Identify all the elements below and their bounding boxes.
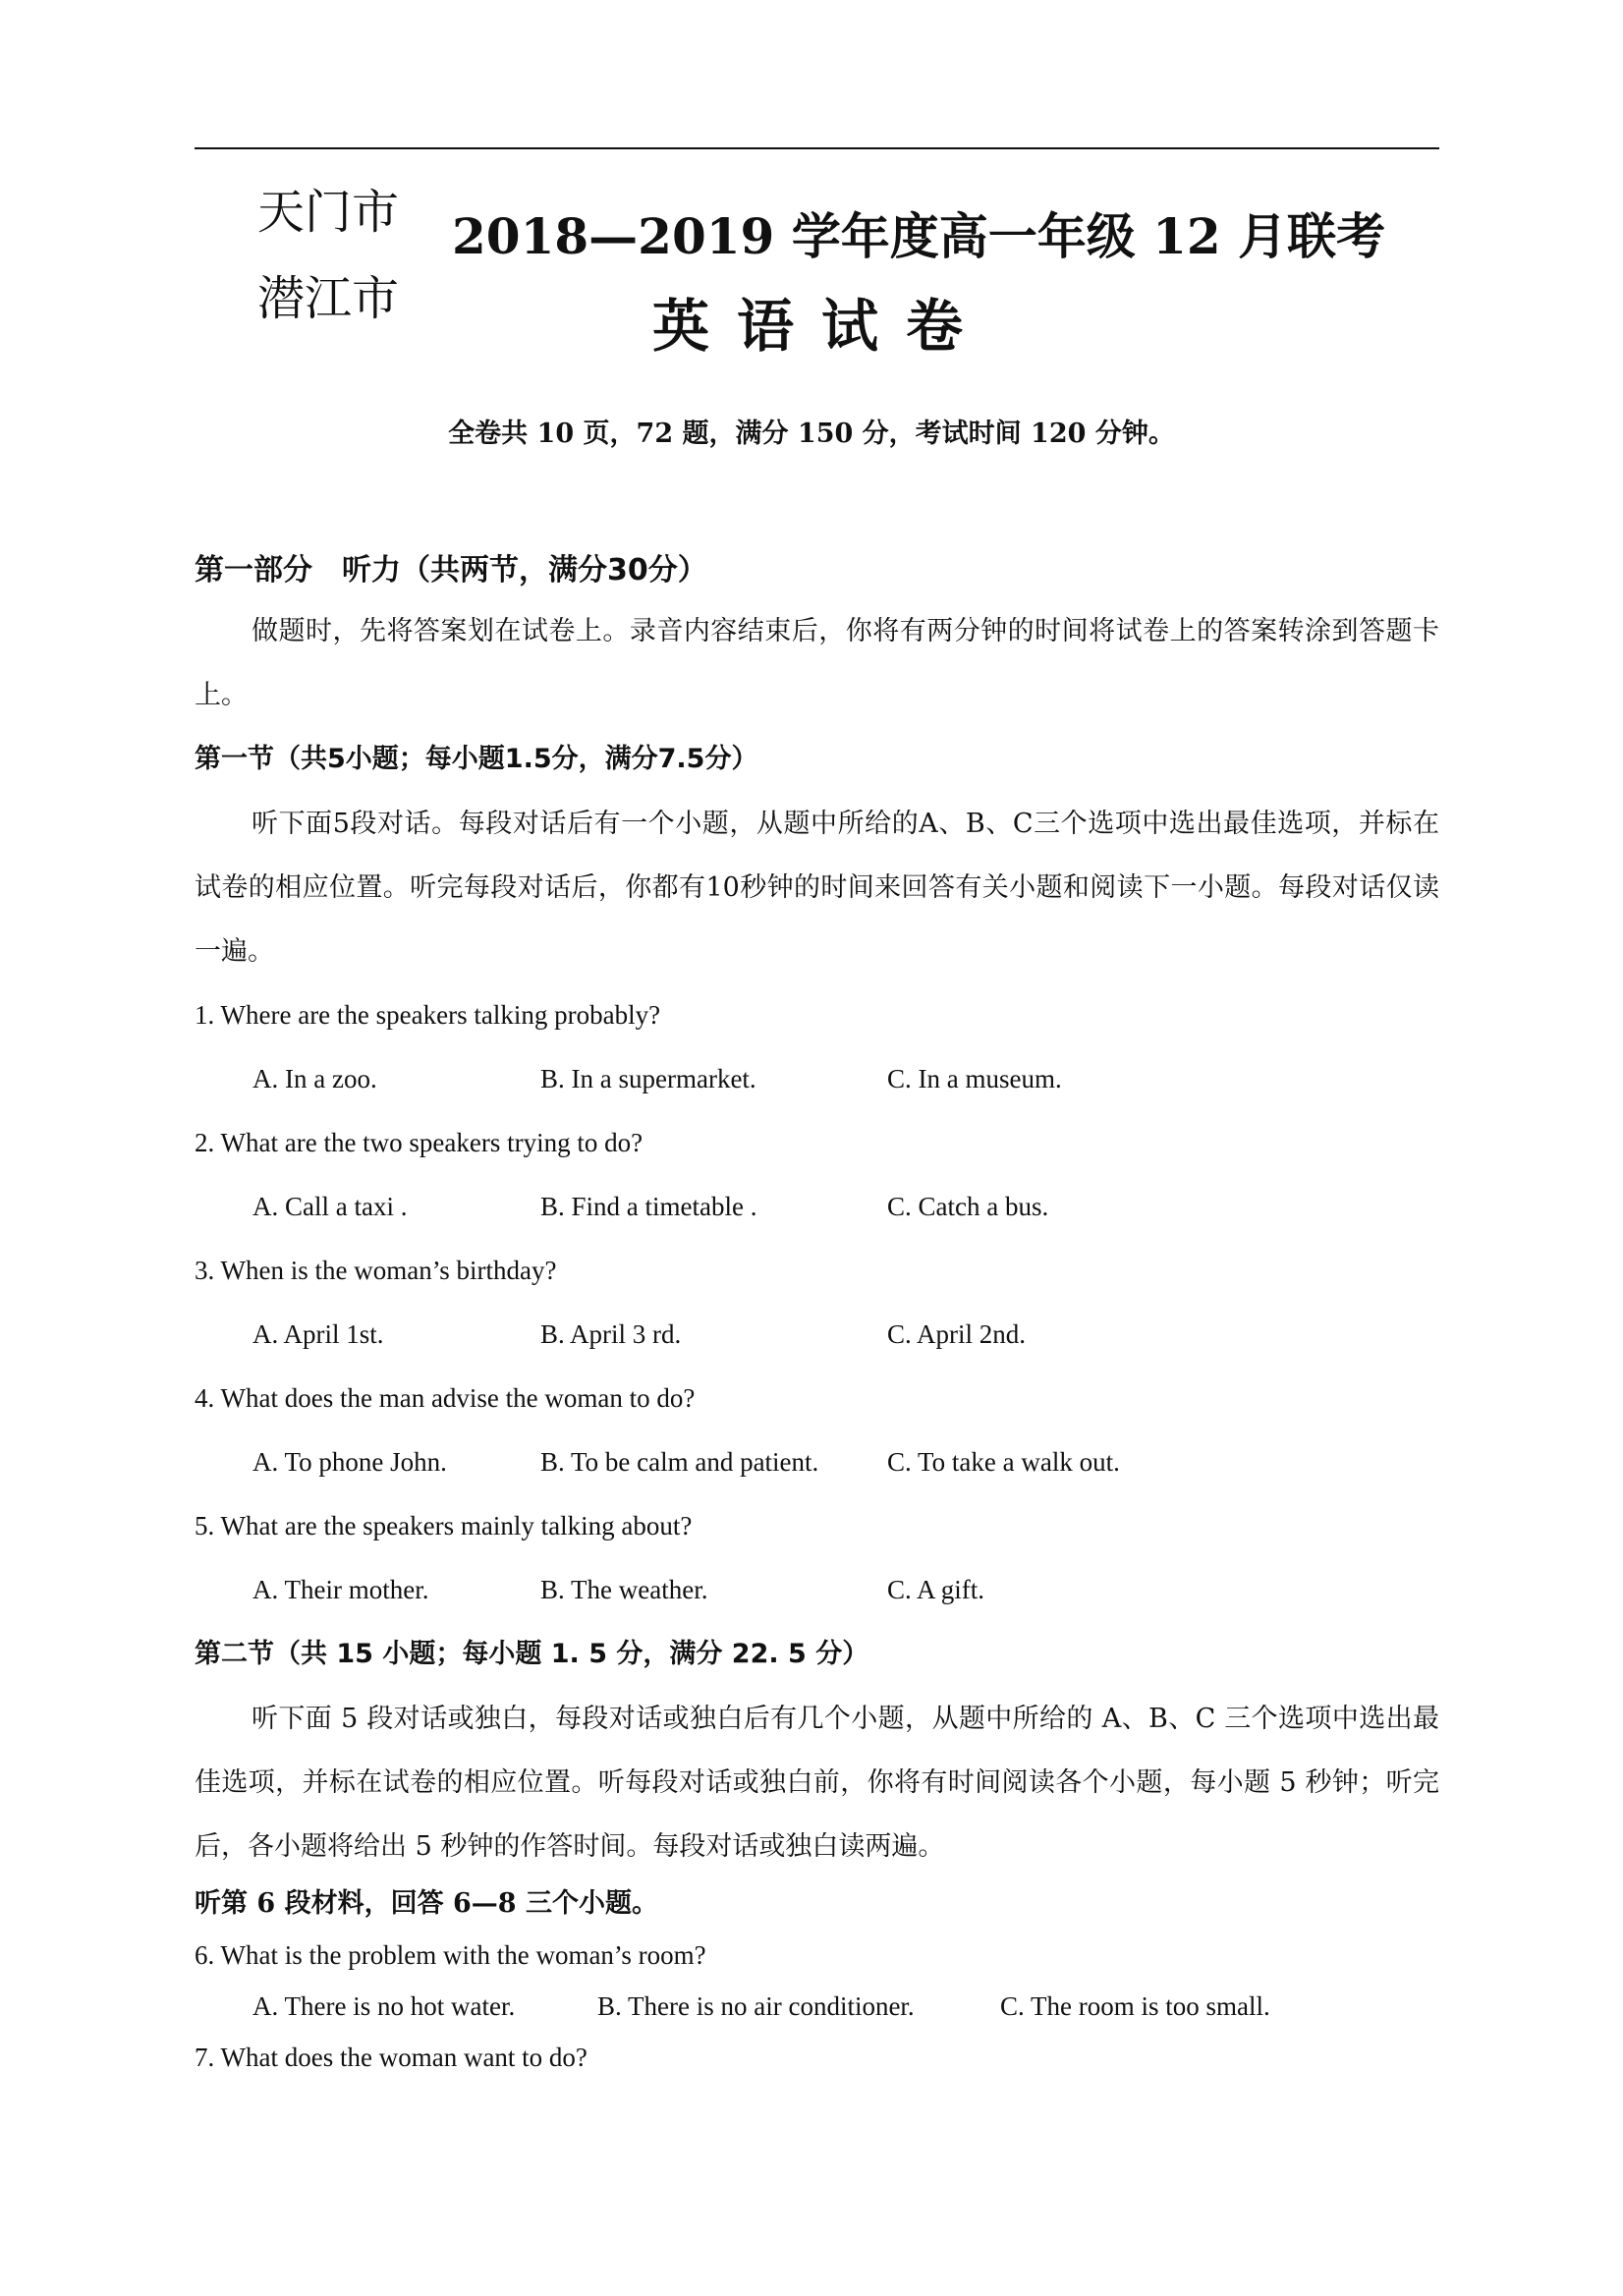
part1-instructions: 做题时，先将答案划在试卷上。录音内容结束后，你将有两分钟的时间将试卷上的答案转涂到答题卡上。 [195, 616, 1439, 710]
exam-content [195, 542, 1439, 2083]
question-6: 6. What is the problem with the woman’s room? [195, 1940, 706, 1970]
option-c: C. In a museum. [887, 1064, 1062, 1093]
option-b: B. Find a timetable . [540, 1192, 757, 1221]
top-rule [195, 147, 1439, 149]
question-1-options [195, 1047, 1439, 1111]
option-a: A. April 1st. [252, 1319, 384, 1349]
option-c: C. To take a walk out. [887, 1447, 1120, 1477]
question-2-options [195, 1175, 1439, 1239]
question-2: 2. What are the two speakers trying to do? [195, 1128, 644, 1157]
option-b: B. In a supermarket. [540, 1064, 756, 1093]
option-a: A. In a zoo. [252, 1064, 377, 1093]
question-3-options [195, 1303, 1439, 1367]
question-3: 3. When is the woman’s birthday? [195, 1256, 557, 1285]
part1-heading: 第一部分 听力（共两节，满分30分） [195, 553, 707, 588]
option-b: B. The weather. [540, 1575, 708, 1604]
option-c: C. April 2nd. [887, 1319, 1027, 1349]
option-a: A. There is no hot water. [252, 1991, 516, 2021]
section1-instructions: 听下面5段对话。每段对话后有一个小题，从题中所给的A、B、C三个选项中选出最佳选项，并标在试卷的相应位置。听完每段对话后，你都有10秒钟的时间来回答有关小题和阅读下一小题。每段对话仅读一遍。 [195, 809, 1439, 967]
exam-info: 全卷共 10 页，72 题，满分 150 分，考试时间 120 分钟。 [448, 419, 1175, 449]
question-1: 1. Where are the speakers talking probably? [195, 1000, 661, 1030]
city-tianmen: 天门市 [257, 185, 400, 240]
section2-heading: 第二节（共 15 小题；每小题 1. 5 分，满分 22. 5 分） [195, 1639, 869, 1669]
option-a: A. Their mother. [252, 1575, 429, 1604]
option-c: C. A gift. [887, 1575, 985, 1604]
option-a: A. To phone John. [252, 1447, 447, 1477]
question-5: 5. What are the speakers mainly talking about? [195, 1511, 693, 1540]
question-4: 4. What does the man advise the woman to do? [195, 1383, 696, 1413]
section2-instructions: 听下面 5 段对话或独白，每段对话或独白后有几个小题，从题中所给的 A、B、C 三个选项中选出最佳选项，并标在试卷的相应位置。听每段对话或独白前，你将有时间阅读各个小题，每小题 5 秒钟；听完后，各小题将给出 5 秒钟的作答时间。每段对话或独白读两遍。 [195, 1704, 1439, 1862]
exam-subject: 英语试卷 [651, 293, 990, 360]
option-c: C. The room is too small. [1000, 1991, 1270, 2021]
question-5-options [195, 1558, 1439, 1622]
option-c: C. Catch a bus. [887, 1192, 1049, 1221]
option-b: B. There is no air conditioner. [597, 1991, 915, 2021]
option-b: B. April 3 rd. [540, 1319, 682, 1349]
section1-heading: 第一节（共5小题；每小题1.5分，满分7.5分） [195, 744, 758, 774]
question-7: 7. What does the woman want to do? [195, 2043, 588, 2072]
exam-title: 2018—2019 学年度高一年级 12 月联考 [452, 207, 1386, 265]
option-b: B. To be calm and patient. [540, 1447, 819, 1477]
question-6-options [195, 1981, 1439, 2032]
material-6-heading: 听第 6 段材料，回答 6—8 三个小题。 [195, 1888, 658, 1919]
question-4-options [195, 1430, 1439, 1494]
city-qianjiang: 潜江市 [257, 271, 400, 326]
option-a: A. Call a taxi . [252, 1192, 408, 1221]
